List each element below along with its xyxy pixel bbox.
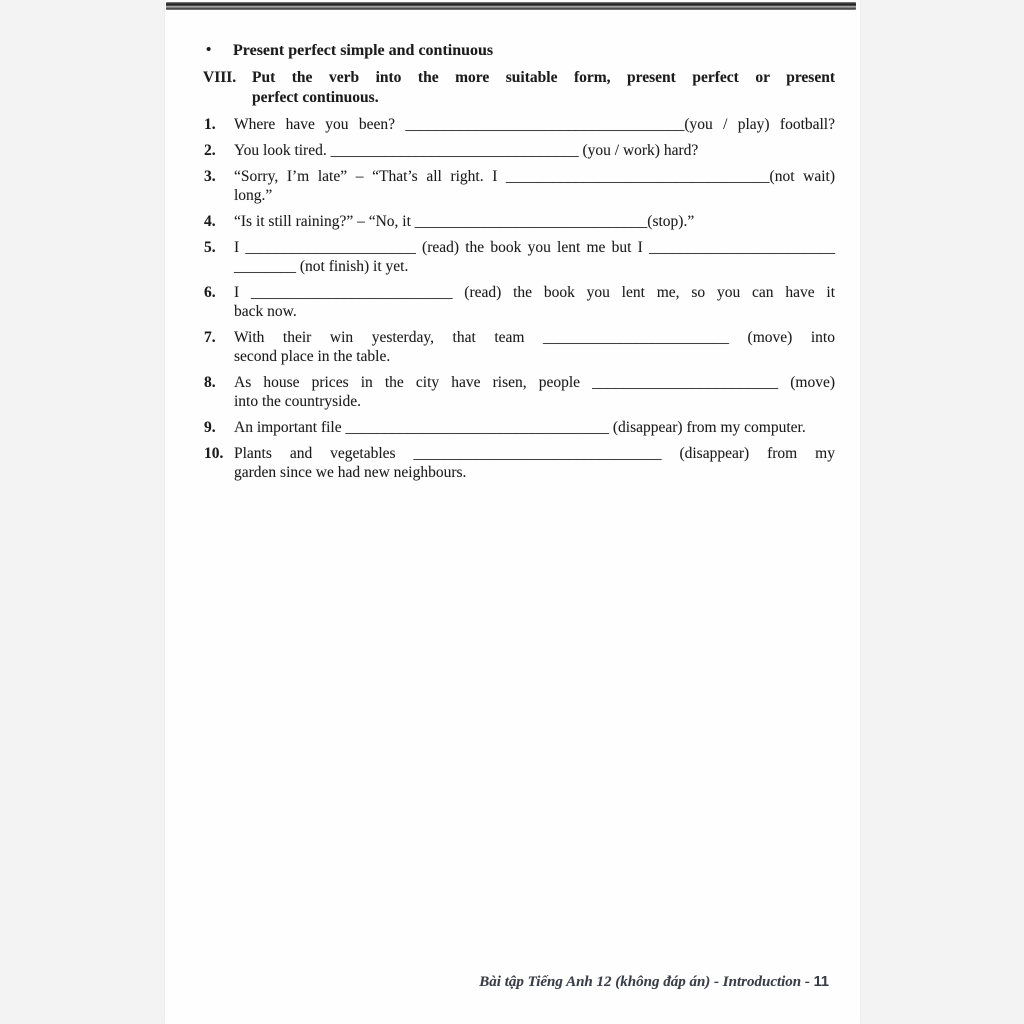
item-number: 1. <box>204 116 216 133</box>
exercise-item <box>203 141 835 160</box>
instruction-line: perfect continuous. <box>252 89 379 106</box>
exercise-item <box>203 115 835 134</box>
item-number: 3. <box>204 168 216 185</box>
footer-page-number: 11 <box>813 974 829 990</box>
page-footer <box>165 974 829 991</box>
item-line: An important file __________________________________ (disappear) from my computer. <box>234 419 806 436</box>
item-text <box>234 167 835 205</box>
exercise-item <box>203 212 835 231</box>
section-heading <box>203 40 835 61</box>
item-line: “Sorry, I’m late” – “That’s all right. I __________________________________(not wait) <box>234 168 835 185</box>
exercise-item <box>203 238 835 276</box>
exercise-item <box>203 283 835 321</box>
exercise-item <box>203 328 835 366</box>
section-title: Present perfect simple and continuous <box>233 42 494 59</box>
item-number: 9. <box>204 419 216 436</box>
item-number: 6. <box>204 284 216 301</box>
bullet-icon: • <box>206 42 212 58</box>
exercise-item <box>203 444 835 482</box>
item-number: 2. <box>204 142 216 159</box>
item-line: I ______________________ (read) the book you lent me but I ________________________ <box>234 239 835 256</box>
item-number: 8. <box>204 374 216 391</box>
item-text <box>234 141 835 160</box>
scanned-page <box>165 0 860 1024</box>
item-number: 7. <box>204 329 216 346</box>
instruction-line: Put the verb into the more suitable form, present perfect or present <box>252 69 835 86</box>
top-rule-divider <box>166 2 856 10</box>
item-line: Where have you been? ____________________________________(you / play) football? <box>234 116 835 133</box>
item-text <box>234 238 835 276</box>
item-line: “Is it still raining?” – “No, it ______________________________(stop).” <box>234 213 695 230</box>
exercise-number: VIII. <box>203 69 237 86</box>
item-line: You look tired. ________________________________ (you / work) hard? <box>234 142 699 159</box>
item-text <box>234 418 835 437</box>
item-line: Plants and vegetables ________________________________ (disappear) from my <box>234 445 835 462</box>
item-number: 5. <box>204 239 216 256</box>
item-line: I __________________________ (read) the book you lent me, so you can have it <box>234 284 835 301</box>
item-line: second place in the table. <box>234 348 391 365</box>
item-line: With their win yesterday, that team ________________________ (move) into <box>234 329 835 346</box>
item-number: 4. <box>204 213 216 230</box>
item-text <box>234 212 835 231</box>
exercise-instruction <box>252 68 835 108</box>
exercise-item <box>203 418 835 437</box>
item-number: 10. <box>204 445 224 462</box>
item-text <box>234 444 835 482</box>
item-line: As house prices in the city have risen, people ________________________ (move) <box>234 374 835 391</box>
item-line: ________ (not finish) it yet. <box>234 258 409 275</box>
item-text <box>234 115 835 134</box>
footer-citation: Bài tập Tiếng Anh 12 (không đáp án) - Introduction - <box>479 974 814 990</box>
item-line: garden since we had new neighbours. <box>234 464 467 481</box>
exercise-item <box>203 373 835 411</box>
item-line: long.” <box>234 187 273 204</box>
item-line: back now. <box>234 303 297 320</box>
item-text <box>234 283 835 321</box>
page-content <box>203 40 835 489</box>
item-line: into the countryside. <box>234 393 361 410</box>
exercise-heading <box>203 68 835 108</box>
item-text <box>234 373 835 411</box>
exercise-item <box>203 167 835 205</box>
item-text <box>234 328 835 366</box>
